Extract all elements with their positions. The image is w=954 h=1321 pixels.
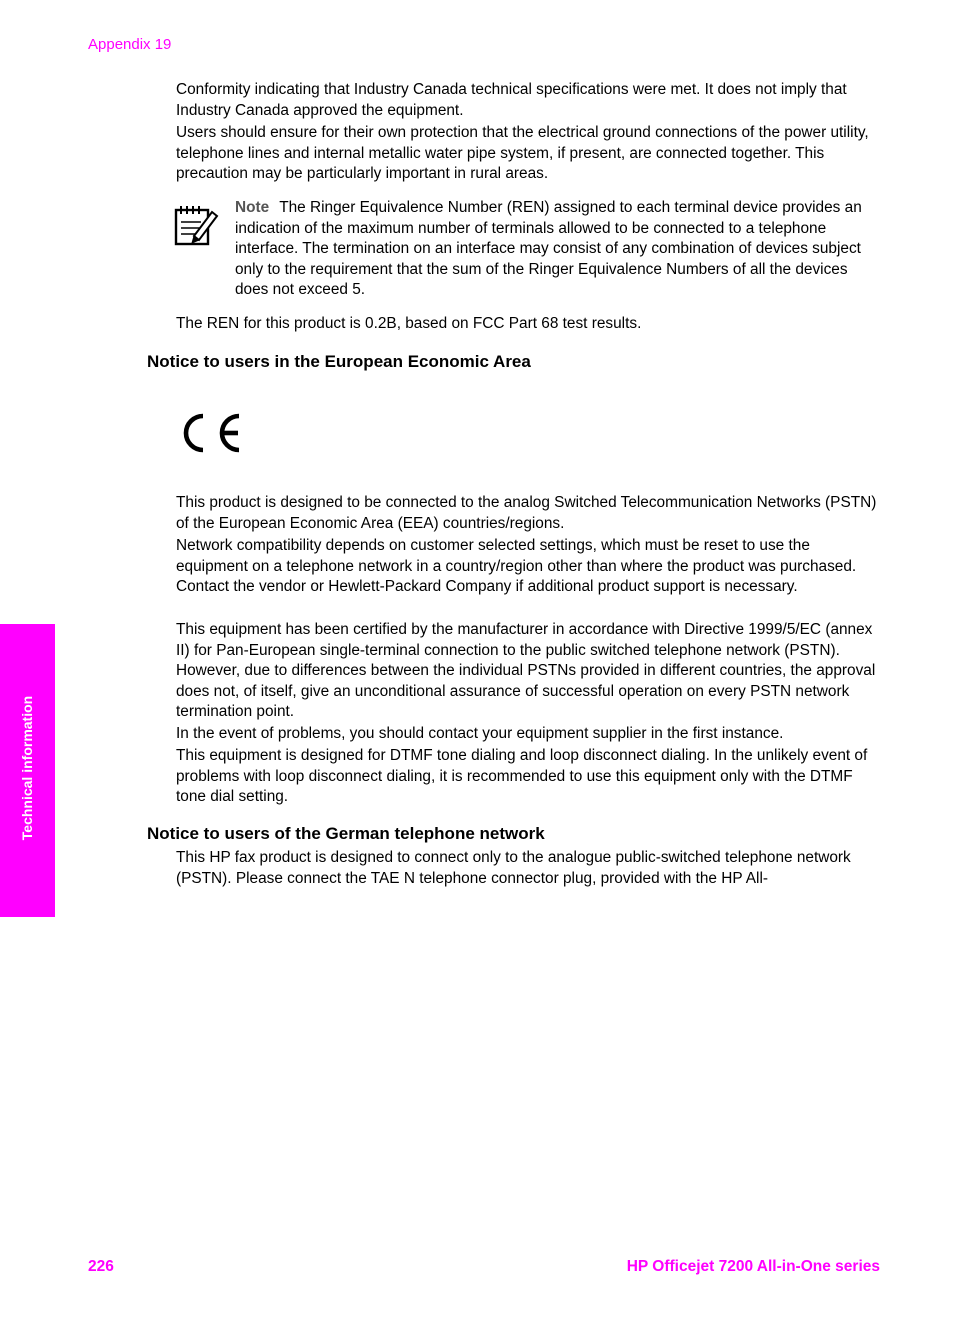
paragraph-ground-connections: Users should ensure for their own protection that the electrical ground connections of the power utility, telephone lines and internal metallic water pipe system, if present, are connected together. This precaution may be particularly important in rural areas. bbox=[176, 124, 869, 182]
note-label: Note bbox=[235, 199, 270, 216]
paragraph-pstn-eea: This product is designed to be connected to the analog Switched Telecommunication Networks (PSTN) of the European Economic Area (EEA) countries/regions. bbox=[176, 494, 877, 532]
paragraph-industry-canada: Conformity indicating that Industry Canada technical specifications were met. It does not imply that Industry Canada approved the equipment. bbox=[176, 81, 847, 119]
note-paragraph bbox=[235, 198, 883, 301]
paragraph-ren: The REN for this product is 0.2B, based on FCC Part 68 test results. bbox=[176, 315, 642, 332]
paragraph-contact-supplier: In the event of problems, you should contact your equipment supplier in the first instance. bbox=[176, 725, 784, 742]
paragraph-german-pstn: This HP fax product is designed to connect only to the analogue public-switched telephone network (PSTN). Please connect the TAE N telephone connector plug, provided with the HP All- bbox=[176, 849, 851, 887]
note-body: The Ringer Equivalence Number (REN) assigned to each terminal device provides an indication of the maximum number of terminals allowed to be connected to a telephone interface. The termination on an interface may consist of any combination of devices subject only to the requirement that the sum of the Ringer Equivalence Numbers of all the devices does not exceed 5. bbox=[235, 199, 862, 298]
paragraph-dtmf-dialing: This equipment is designed for DTMF tone dialing and loop disconnect dialing. In the unlikely event of problems with loop disconnect dialing, it is recommended to use this equipment only with the DTMF tone dial setting. bbox=[176, 747, 868, 805]
ce-mark-icon bbox=[178, 410, 244, 456]
heading-european-economic-area: Notice to users in the European Economic Area bbox=[147, 352, 531, 371]
paragraph-directive-certification: This equipment has been certified by the manufacturer in accordance with Directive 1999/5/EC (annex II) for Pan-European single-terminal connection to the public switched telephone network (PSTN). However, due to differences between the individual PSTNs provided in different countries, the approval does not, of itself, give an unconditional assurance of successful operation on every PSTN network termination point. bbox=[176, 621, 876, 720]
side-tab-label: Technical information bbox=[19, 695, 35, 841]
running-head: Appendix 19 bbox=[88, 36, 172, 53]
page-number: 226 bbox=[88, 1258, 114, 1275]
paragraph-network-compatibility: Network compatibility depends on customer selected settings, which must be reset to use the equipment on a telephone network in a country/region other than where the product was purchased. Contact the vendor or Hewlett-Packard Company if additional product support is necessary. bbox=[176, 537, 857, 595]
footer-product-name: HP Officejet 7200 All-in-One series bbox=[626, 1258, 880, 1275]
note-icon bbox=[172, 202, 220, 248]
heading-german-telephone-network: Notice to users of the German telephone network bbox=[147, 824, 545, 843]
